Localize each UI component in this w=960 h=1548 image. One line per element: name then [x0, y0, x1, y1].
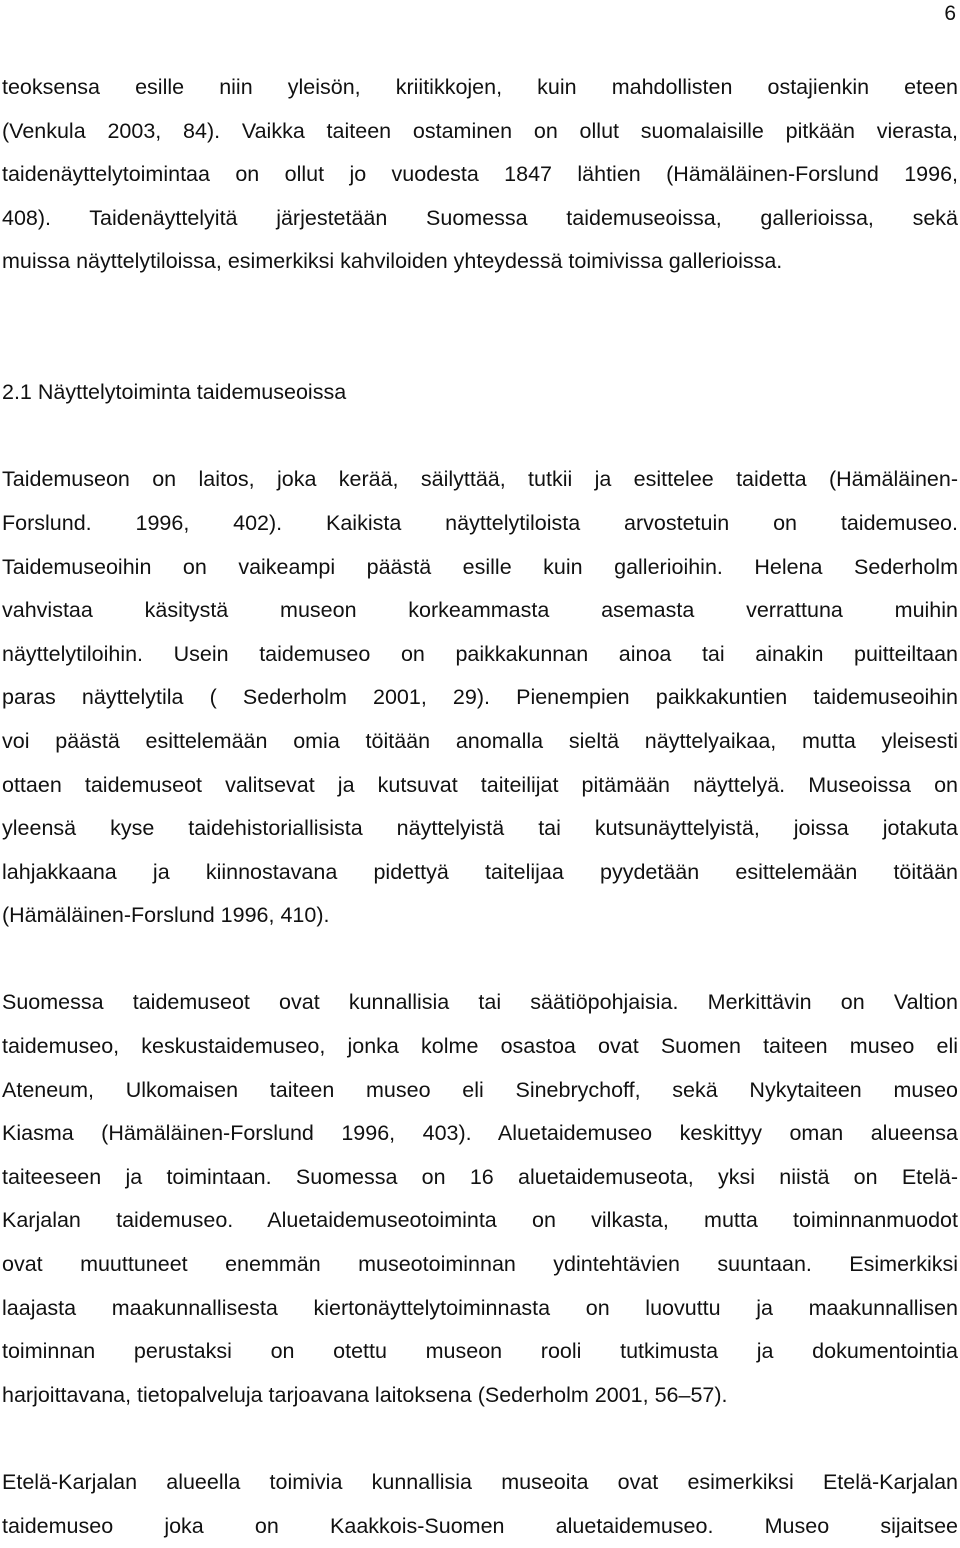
page-number: 6: [944, 2, 956, 25]
text-line: (Hämäläinen-Forslund 1996, 410).: [2, 903, 330, 928]
text-line: Etelä-Karjalan alueella toimivia kunnallisia museoita ovat esimerkiksi Etelä-Karjalan: [2, 1470, 958, 1494]
section-heading: [2, 371, 958, 415]
page-body: [2, 66, 958, 1548]
text-line: taidemuseo joka on Kaakkois-Suomen aluetaidemuseo. Museo sijaitsee: [2, 1513, 958, 1538]
text-line: 408). Taidenäyttelyitä järjestetään Suomessa taidemuseoissa, gallerioissa, sekä: [2, 205, 958, 230]
spacer: [2, 415, 958, 459]
text-line: Taidemuseoihin on vaikeampi päästä esille kuin gallerioihin. Helena Sederholm: [2, 554, 958, 579]
text-line: Karjalan taidemuseo. Aluetaidemuseotoiminta on vilkasta, mutta toiminnanmuodot: [2, 1208, 958, 1233]
spacer: [2, 284, 958, 371]
text-line: taidemuseo, keskustaidemuseo, jonka kolme osastoa ovat Suomen taiteen museo eli: [2, 1034, 958, 1059]
text-line: näyttelytiloihin. Usein taidemuseo on paikkakunnan ainoa tai ainakin puitteiltaan: [2, 641, 958, 666]
paragraph-1: [2, 66, 958, 284]
text-line: muissa näyttelytiloissa, esimerkiksi kahviloiden yhteydessä toimivissa gallerioissa.: [2, 249, 783, 274]
text-line: ottaen taidemuseot valitsevat ja kutsuvat taiteilijat pitämään näyttelyä. Museoissa on: [2, 772, 958, 797]
text-line: Ateneum, Ulkomaisen taiteen museo eli Sinebrychoff, sekä Nykytaiteen museo: [2, 1077, 958, 1102]
text-line: taidenäyttelytoimintaa on ollut jo vuodesta 1847 lähtien (Hämäläinen-Forslund 1996,: [2, 162, 958, 187]
text-line: Kiasma (Hämäläinen-Forslund 1996, 403). Aluetaidemuseo keskittyy oman alueensa: [2, 1121, 958, 1146]
text-line: Taidemuseon on laitos, joka kerää, säilyttää, tutkii ja esittelee taidetta (Hämäläinen-: [2, 467, 958, 492]
text-line: laajasta maakunnallisesta kiertonäyttelytoiminnasta on luovuttu ja maakunnallisen: [2, 1295, 958, 1320]
text-line: taiteeseen ja toimintaan. Suomessa on 16 aluetaidemuseota, yksi niistä on Etelä-: [2, 1164, 958, 1189]
text-line: vahvistaa käsitystä museon korkeammasta asemasta verrattuna muihin: [2, 598, 958, 623]
text-line: teoksensa esille niin yleisön, kriitikkojen, kuin mahdollisten ostajienkin eteen: [2, 75, 958, 99]
text-line: yleensä kyse taidehistoriallisista näyttelyistä tai kutsunäyttelyistä, joissa jotakuta: [2, 816, 958, 841]
paragraph-2: [2, 458, 958, 938]
spacer: [2, 1417, 958, 1461]
text-line: voi päästä esittelemään omia töitään anomalla sieltä näyttelyaikaa, mutta yleisesti: [2, 728, 958, 753]
spacer: [2, 938, 958, 982]
text-line: Suomessa taidemuseot ovat kunnallisia tai säätiöpohjaisia. Merkittävin on Valtion: [2, 990, 958, 1015]
text-line: Forslund. 1996, 402). Kaikista näyttelytiloista arvostetuin on taidemuseo.: [2, 510, 958, 535]
text-line: (Venkula 2003, 84). Vaikka taiteen ostaminen on ollut suomalaisille pitkään vierasta,: [2, 118, 958, 143]
text-line: paras näyttelytila ( Sederholm 2001, 29). Pienempien paikkakuntien taidemuseoihin: [2, 685, 958, 710]
heading-text: 2.1 Näyttelytoiminta taidemuseoissa: [2, 380, 347, 405]
paragraph-4: [2, 1461, 958, 1548]
text-line: harjoittavana, tietopalveluja tarjoavana laitoksena (Sederholm 2001, 56–57).: [2, 1382, 728, 1407]
text-line: ovat muuttuneet enemmän museotoiminnan ydintehtävien suuntaan. Esimerkiksi: [2, 1252, 958, 1277]
text-line: toiminnan perustaksi on otettu museon rooli tutkimusta ja dokumentointia: [2, 1339, 958, 1364]
text-line: lahjakkaana ja kiinnostavana pidettyä taitelijaa pyydetään esittelemään töitään: [2, 859, 958, 884]
paragraph-3: [2, 981, 958, 1417]
